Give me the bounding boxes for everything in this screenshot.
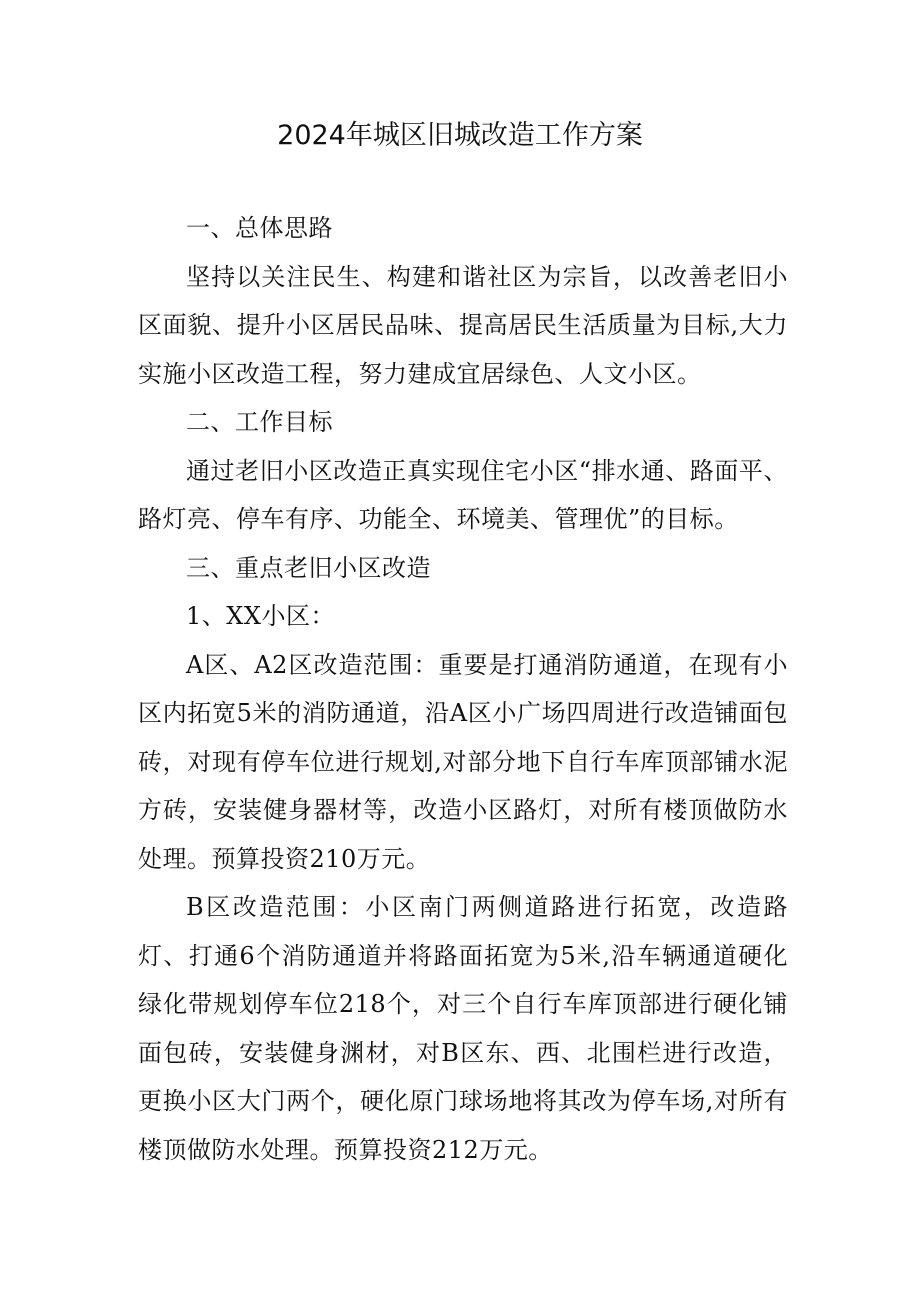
section-heading-key-renovation: 三、重点老旧小区改造 bbox=[186, 553, 431, 582]
paragraph-zone-b: B区改造范围：小区南门两侧道路进行拓宽，改造路灯、打通6个消防通道并将路面拓宽为5米,沿车辆通道硬化绿化带规划停车位218个，对三个自行车库顶部进行硬化铺面包砖，安装健身渊材，对B区东、西、北围栏进行改造，更换小区大门两个，硬化原门球场地将其改为停车场,对所有楼顶做防水处理。预算投资212万元。 bbox=[138, 893, 788, 1164]
paragraph-overall-approach: 坚持以关注民生、构建和谐社区为宗旨，以改善老旧小区面貌、提升小区居民品味、提高居民生活质量为目标,大力实施小区改造工程，努力建成宜居绿色、人文小区。 bbox=[138, 262, 788, 388]
subsection-heading-xx-community: 1、XX小区： bbox=[186, 602, 335, 630]
paragraph-work-goals: 通过老旧小区改造正真实现住宅小区“排水通、路面平、路灯亮、停车有序、功能全、环境美、管理优”的目标。 bbox=[138, 456, 788, 533]
section-heading-overall-approach: 一、总体思路 bbox=[186, 214, 333, 242]
section-heading-work-goals: 二、工作目标 bbox=[186, 408, 333, 436]
document-title: 2024年城区旧城改造工作方案 bbox=[277, 120, 643, 151]
document-body bbox=[138, 204, 788, 1174]
paragraph-zone-a: A区、A2区改造范围：重要是打通消防通道，在现有小区内拓宽5米的消防通道，沿Α区小广场四周进行改造铺面包砖，对现有停车位进行规划,对部分地下自行车库顶部铺水泥方砖，安装健身器材等，改造小区路灯，对所有楼顶做防水处理。预算投资210万元。 bbox=[138, 650, 788, 873]
